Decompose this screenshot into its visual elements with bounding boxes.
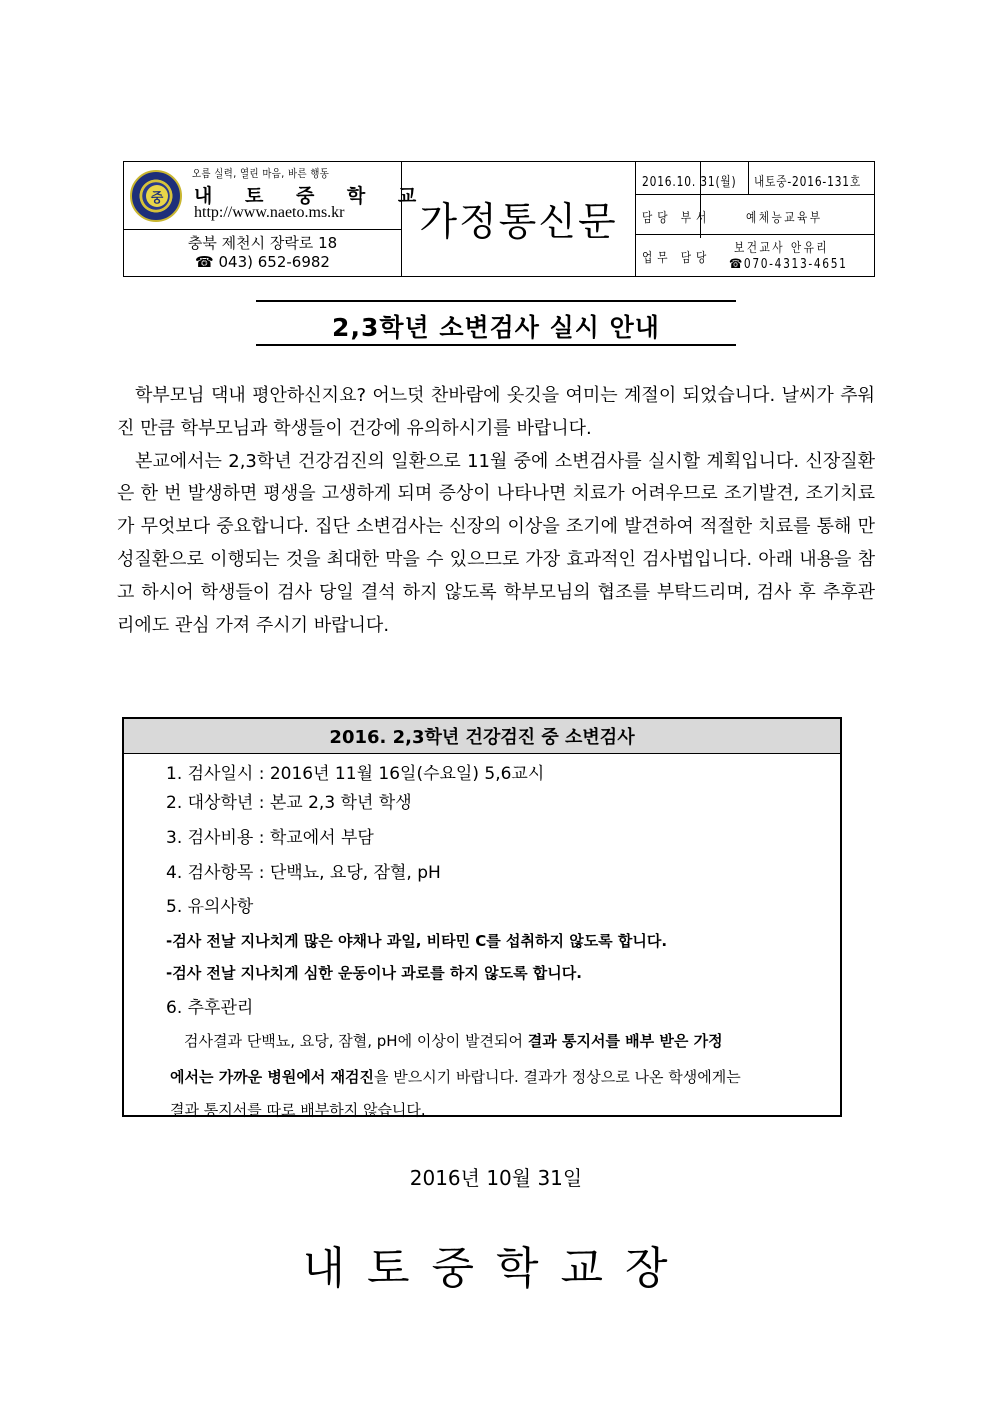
divider bbox=[635, 194, 875, 195]
title-rule-bottom bbox=[256, 344, 736, 346]
logo-glyph: 중 bbox=[146, 185, 168, 207]
school-name: 내 토 중 학 교 bbox=[194, 185, 430, 207]
followup-line bbox=[170, 1023, 830, 1059]
followup-text-normal: 검사결과 단백뇨, 요당, 잠혈, pH에 이상이 발견되어 bbox=[184, 1032, 528, 1050]
dept-label: 담당 부서 bbox=[642, 211, 712, 226]
exam-item: 4. 검사항목 : 단백뇨, 요당, 잠혈, pH bbox=[166, 863, 441, 883]
staff-name: 보건교사 안유리 bbox=[734, 241, 830, 256]
title-rule-top bbox=[256, 300, 736, 302]
followup-text-bold: 에서는 가까운 병원에서 재검진 bbox=[170, 1068, 375, 1086]
followup-text-normal: 을 받으시기 바랍니다. 결과가 정상으로 나온 학생에게는 bbox=[374, 1068, 741, 1086]
page-title: 2,3학년 소변검사 실시 안내 bbox=[332, 313, 660, 342]
exam-item: 5. 유의사항 bbox=[166, 897, 254, 917]
doc-type: 가정통신문 bbox=[419, 200, 618, 245]
exam-info-box bbox=[122, 717, 842, 1117]
warning-line: -검사 전날 지나치게 심한 운동이나 과로를 하지 않도록 합니다. bbox=[166, 964, 582, 982]
doc-number: 내토중-2016-131호 bbox=[754, 175, 862, 190]
body-text bbox=[117, 380, 875, 642]
divider bbox=[748, 162, 749, 194]
school-address-block bbox=[124, 234, 401, 272]
divider bbox=[635, 234, 875, 235]
followup-line bbox=[170, 1059, 830, 1095]
school-motto: 오름 실력, 열린 마음, 바른 행동 bbox=[192, 167, 330, 180]
dept-value: 예체능교육부 bbox=[746, 211, 823, 226]
school-url[interactable]: http://www.naeto.ms.kr bbox=[194, 204, 345, 221]
principal-signature: 내토중학교장 bbox=[302, 1243, 690, 1294]
issue-date: 2016년 10월 31일 bbox=[409, 1166, 583, 1190]
school-phone: ☎ 043) 652-6982 bbox=[195, 253, 330, 271]
divider bbox=[635, 162, 636, 276]
exam-item: 1. 검사일시 : 2016년 11월 16일(수요일) 5,6교시 bbox=[166, 764, 545, 784]
doc-date: 2016.10. 31(월) bbox=[642, 175, 737, 190]
body-paragraph: 본교에서는 2,3학년 건강검진의 일환으로 11월 중에 소변검사를 실시할 계획입니다. 신장질환은 한 번 발생하면 평생을 고생하게 되며 증상이 나타나면 치료가 어려우므로 조기발견, 조기치료가 무엇보다 중요합니다. 집단 소변검사는 신장의 이상을 조기에 발견하여 적절한 치료를 통해 만성질환으로 이행되는 것을 최대한 막을 수 있으므로 가장 효과적인 검사법입니다. 아래 내용을 참고 하시어 학생들이 검사 당일 결석 하지 않도록 학부모님의 협조를 부탁드리며, 검사 후 추후관리에도 관심 가져 주시기 바랍니다. bbox=[117, 450, 875, 636]
followup-line: 결과 통지서를 따로 배부하지 않습니다. bbox=[170, 1101, 426, 1119]
school-logo bbox=[130, 170, 182, 222]
school-address: 충북 제천시 장락로 18 bbox=[187, 234, 338, 252]
divider bbox=[124, 229, 401, 230]
staff-label: 업무 담당 bbox=[642, 251, 712, 266]
exam-item: 3. 검사비용 : 학교에서 부담 bbox=[166, 828, 374, 848]
exam-item: 2. 대상학년 : 본교 2,3 학년 학생 bbox=[166, 793, 412, 813]
staff-phone: ☎070-4313-4651 bbox=[729, 257, 848, 272]
followup-label: 6. 추후관리 bbox=[166, 998, 254, 1018]
body-paragraph: 학부모님 댁내 평안하신지요? 어느덧 찬바람에 옷깃을 여미는 계절이 되었습니다. 날씨가 추워진 만큼 학부모님과 학생들이 건강에 유의하시기를 바랍니다. bbox=[117, 385, 875, 439]
header-table bbox=[123, 161, 875, 277]
followup-text-bold: 결과 통지서를 배부 받은 가정 bbox=[527, 1032, 723, 1050]
followup-text bbox=[170, 1023, 830, 1125]
warning-line: -검사 전날 지나치게 많은 야채나 과일, 비타민 C를 섭취하지 않도록 합니다. bbox=[166, 932, 668, 950]
exam-box-heading: 2016. 2,3학년 건강검진 중 소변검사 bbox=[124, 719, 840, 754]
